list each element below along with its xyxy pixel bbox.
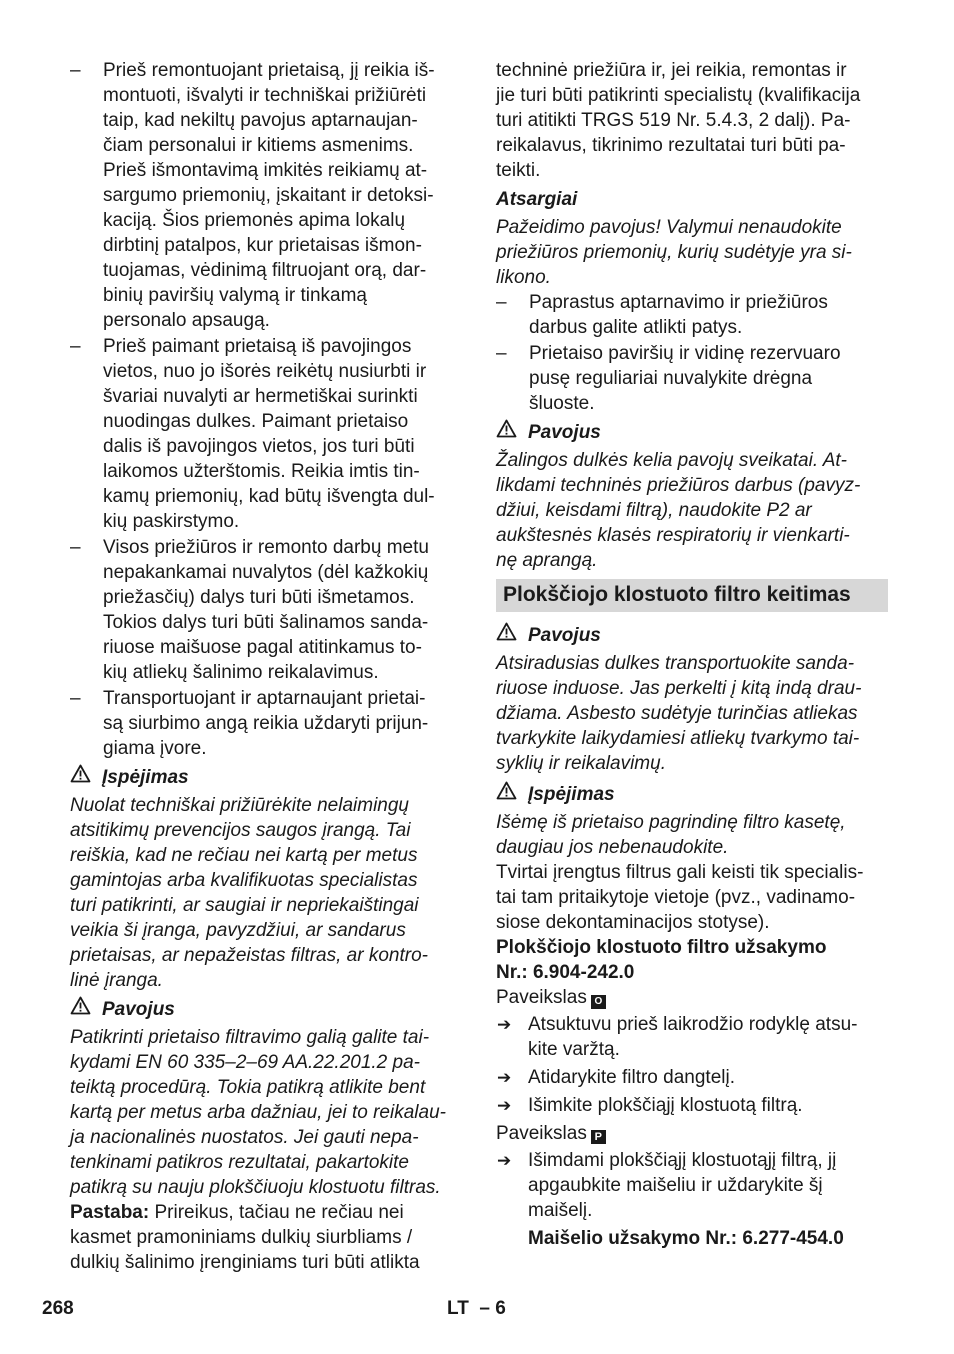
- left-column: [70, 58, 462, 1275]
- warning-triangle-icon: [496, 622, 518, 648]
- page-number: 268: [42, 1298, 74, 1319]
- dash-bullet: –: [70, 688, 81, 709]
- right-column: [496, 58, 888, 1251]
- note-paragraph: [70, 1200, 462, 1275]
- warning-heading: Įspėjimas: [496, 781, 888, 807]
- continuation-text: techninė priežiūra ir, jei reikia, remontas ir jie turi būti patikrinti specialistų (kvalifikacija turi atitikti TRGS 519 Nr. 5.4.3, 2 dalį). Pa- reikalavus, tikrinimo rezultatai turi būti pa- teikti.: [496, 60, 861, 181]
- figure-o-icon: O: [591, 995, 606, 1009]
- warning-text: Išėmę iš prietaiso pagrindinę filtro kasetę, daugiau jos nebenaudokite.: [496, 812, 846, 858]
- step-item: ➔ Atidarykite filtro dangtelį.: [497, 1067, 735, 1088]
- warning-triangle-icon: [70, 996, 92, 1022]
- list-item: – Visos priežiūros ir remonto darbų metu nepakankamai nuvalytos (dėl kažkokių priežasčių) dalys turi būti išmetamos. Tokios dalys turi būti šalinamos sanda- riuose maišuose pagal atitinkamus to- kių atliekų šalinimo reikalavimus.: [70, 537, 429, 683]
- figure-p-icon: P: [591, 1130, 606, 1144]
- section-title: Plokščiojo klostuoto filtro keitimas: [496, 579, 888, 612]
- language-page-label: LT – 6: [447, 1298, 506, 1319]
- caution-heading: Atsargiai: [496, 189, 578, 210]
- figure-reference: Paveikslas P: [496, 1121, 888, 1146]
- warning-triangle-icon: [70, 764, 92, 790]
- list-item: – Prieš remontuojant prietaisą, jį reikia iš- montuoti, išvalyti ir techniškai prižiūrėti taip, kad nekiltų pavojus aptarnaujan- čiam personalui ir kitiems asmenims. Prieš išmontavimą imkitės reikiamų at- sargumo priemonių, įskaitant ir detoksi- kaciją. Šios priemonės apima lokalų dirbtinį patalpos, kur prietaisas išmon- tuojamas, vėdinimą filtruojant orą, dar- binių paviršių valymą ir tinkamą personalo apsaugą.: [70, 60, 435, 331]
- dash-bullet: –: [70, 60, 81, 81]
- bag-order-number: Maišelio užsakymo Nr.: 6.277-454.0: [528, 1228, 844, 1249]
- warning-text: Nuolat techniškai prižiūrėkite nelaimingų atsitikimų prevencijos saugos įrangą. Tai reiškia, kad ne rečiau nei kartą per metus gamintojas arba kvalifikuotas specialistas turi patikrinti, ar saugiai ir nepriekaištingai veikia ši įranga, pavyzdžiui, ar sandarus prietaisas, ar nepažeistas filtras, ar kontro- linė įranga.: [70, 795, 428, 991]
- list-item: – Transportuojant ir aptarnaujant prietai- są siurbimo angą reikia uždaryti prijun- giama įvore.: [70, 688, 429, 759]
- step-item: ➔ Išimkite plokščiąjį klostuotą filtrą.: [497, 1095, 803, 1116]
- arrow-right-icon: ➔: [497, 1151, 512, 1170]
- arrow-right-icon: ➔: [497, 1068, 512, 1087]
- dash-bullet: –: [496, 343, 507, 364]
- warning-heading: Įspėjimas: [70, 764, 462, 790]
- step-item: ➔ Išimdami plokščiąjį klostuotąjį filtrą, jį apgaubkite maišeliu ir uždarykite šį maišelį.: [497, 1150, 837, 1221]
- danger-text: Žalingos dulkės kelia pavojų sveikatai. At- likdami techninės priežiūros darbus (pavyz- džiui, keisdami filtrą), naudokite P2 ar aukštesnės klasės respiratorių ir vienkarti- nę aprangą.: [496, 450, 861, 571]
- dash-bullet: –: [70, 336, 81, 357]
- danger-text: Atsiradusias dulkes transportuokite sanda- riuose induose. Jas perkelti į kitą indą drau- džiama. Asbesto sudėtyje turinčias atliekas tvarkykite laikydamiesi atliekų tvarkymo tai- syklių ir reikalavimų.: [496, 653, 862, 774]
- list-item: – Prietaiso paviršių ir vidinę rezervuaro pusę reguliariai nuvalykite drėgna šluoste.: [496, 343, 841, 414]
- arrow-right-icon: ➔: [497, 1096, 512, 1115]
- note-text: Prireikus, tačiau ne rečiau nei kasmet pramoniniams dulkių siurbliams / dulkių šalinimo įrenginiams turi būti atlikta: [70, 1202, 420, 1273]
- arrow-right-icon: ➔: [497, 1015, 512, 1034]
- warning-triangle-icon: [496, 419, 518, 445]
- step-item: ➔ Atsuktuvu prieš laikrodžio rodyklę atsu- kite varžtą.: [497, 1014, 858, 1060]
- warning-triangle-icon: [496, 781, 518, 807]
- figure-reference: Paveikslas O: [496, 985, 888, 1010]
- note-label: Pastaba:: [70, 1202, 150, 1223]
- danger-heading: Pavojus: [70, 996, 462, 1022]
- order-number-heading: Plokščiojo klostuoto filtro užsakymo Nr.: 6.904-242.0: [496, 937, 827, 983]
- list-item: – Prieš paimant prietaisą iš pavojingos vietos, nuo jo išorės reikėtų nusiurbti ir švariai nuvalyti ar hermetiškai surinkti nuodingas dulkes. Paimant prietaiso dalis iš pavojingos vietos, jos turi būti laikomos užterštomis. Reikia imtis tin- kamų priemonių, kad būtų išvengta dul- kių paskirstymo.: [70, 336, 435, 532]
- danger-heading: Pavojus: [496, 622, 888, 648]
- caution-text: Pažeidimo pavojus! Valymui nenaudokite priežiūros priemonių, kurių sudėtyje yra si- likono.: [496, 217, 852, 288]
- dash-bullet: –: [496, 292, 507, 313]
- danger-text: Patikrinti prietaiso filtravimo galią galite tai- kydami EN 60 335–2–69 AA.22.201.2 pa- teiktą procedūrą. Tokia patikrą atlikite bent kartą per metus arba dažniau, jei to reikalau- ja nacionalinės nuostatos. Jei gauti nepa- tenkinami patikros rezultatai, pakartokite patikrą su nauju plokščiuoju klostuotu filtras.: [70, 1027, 446, 1198]
- dash-bullet: –: [70, 537, 81, 558]
- danger-heading: Pavojus: [496, 419, 888, 445]
- body-text: Tvirtai įrengtus filtrus gali keisti tik specialis- tai tam pritaikytoje vietoje (pvz., vadinamo- siose dekontaminacijos stotyse).: [496, 862, 864, 933]
- list-item: – Paprastus aptarnavimo ir priežiūros darbus galite atlikti patys.: [496, 292, 828, 338]
